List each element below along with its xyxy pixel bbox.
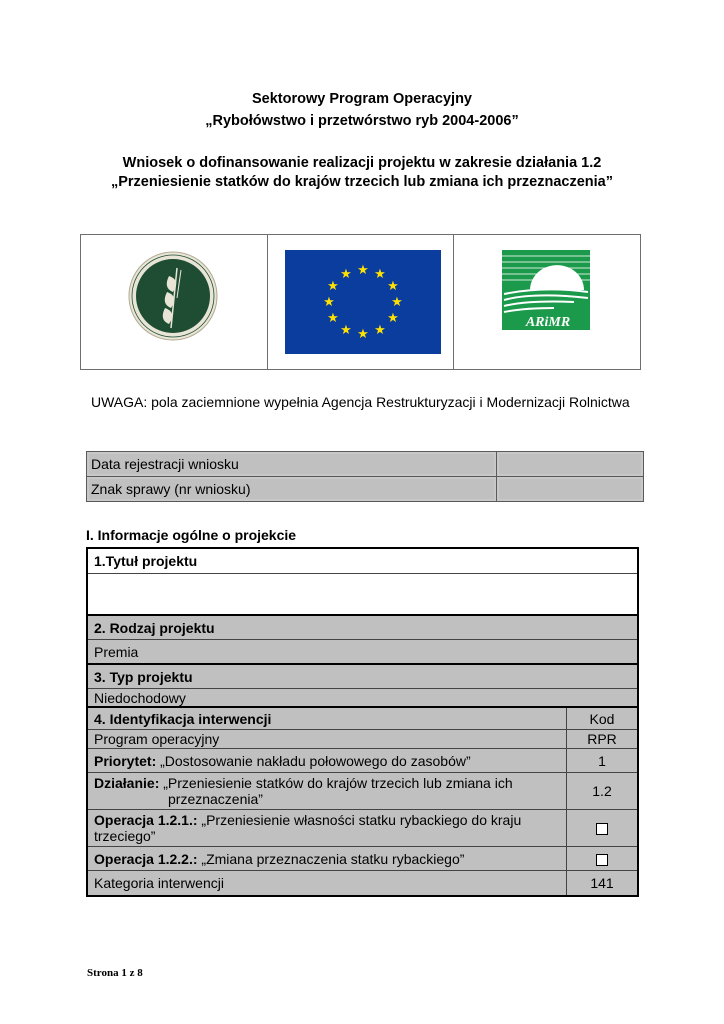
svg-text:★: ★ <box>356 263 369 278</box>
section-title: I. Informacje ogólne o projekcie <box>86 527 297 543</box>
table-row <box>87 847 638 871</box>
project-type-value[interactable]: Premia <box>87 640 638 665</box>
priority-label: Priorytet: „Dostosowanie nakładu połowowego do zasobów” <box>87 749 567 773</box>
eu-flag-icon <box>285 250 441 354</box>
program-title: Sektorowy Program Operacyjny <box>252 91 472 107</box>
table-row <box>87 707 638 730</box>
operation-1-2-1-checkbox[interactable] <box>596 823 608 835</box>
case-number-field[interactable] <box>497 477 644 502</box>
table-row <box>87 773 638 810</box>
category-code: 141 <box>567 871 639 897</box>
operation-1-2-2-checkbox[interactable] <box>596 854 608 866</box>
document-header <box>0 88 724 192</box>
table-row <box>87 574 638 616</box>
intervention-label: 4. Identyfikacja interwencji <box>87 707 567 730</box>
table-row <box>87 452 644 477</box>
svg-text:★: ★ <box>386 279 399 294</box>
svg-text:★: ★ <box>326 311 339 326</box>
page-number: Strona 1 z 8 <box>87 967 143 979</box>
table-row <box>87 615 638 640</box>
table-row <box>87 749 638 773</box>
project-kind-value[interactable]: Niedochodowy <box>87 689 638 708</box>
table-row <box>87 871 638 897</box>
program-label: Program operacyjny <box>87 730 567 749</box>
svg-text:★: ★ <box>339 323 352 338</box>
table-row <box>87 689 638 708</box>
case-number-label: Znak sprawy (nr wniosku) <box>87 477 497 502</box>
logo-cell-ministry <box>81 235 268 369</box>
registration-date-label: Data rejestracji wniosku <box>87 452 497 477</box>
project-kind-label: 3. Typ projektu <box>87 664 638 689</box>
action-label: Działanie: „Przeniesienie statków do krajów trzecich lub zmiana ich przeznaczenia” <box>87 773 567 810</box>
registration-date-field[interactable] <box>497 452 644 477</box>
table-row <box>87 810 638 847</box>
table-row <box>87 640 638 665</box>
svg-text:★: ★ <box>356 327 369 342</box>
arimr-logo-icon <box>502 250 590 330</box>
priority-code: 1 <box>567 749 639 773</box>
operation-1-2-1-label: Operacja 1.2.1.: „Przeniesienie własności statku rybackiego do kraju trzeciego” <box>87 810 567 847</box>
notice-text: UWAGA: pola zaciemnione wypełnia Agencja Restrukturyzacji i Modernizacji Rolnictwa <box>91 394 630 410</box>
category-label: Kategoria interwencji <box>87 871 567 897</box>
svg-text:★: ★ <box>373 267 386 282</box>
table-row <box>87 548 638 574</box>
table-row <box>87 664 638 689</box>
application-subtitle: „Przeniesienie statków do krajów trzecich lub zmiana ich przeznaczenia” <box>110 174 613 190</box>
program-code: RPR <box>567 730 639 749</box>
svg-text:★: ★ <box>326 279 339 294</box>
operation-1-2-2-label: Operacja 1.2.2.: „Zmiana przeznaczenia statku rybackiego” <box>87 847 567 871</box>
application-title: Wniosek o dofinansowanie realizacji projektu w zakresie działania 1.2 <box>122 155 602 171</box>
svg-text:★: ★ <box>373 323 386 338</box>
operation-1-2-2-checkbox-cell <box>567 847 639 871</box>
project-title-label: 1.Tytuł projektu <box>87 548 638 574</box>
logos-table <box>80 234 641 370</box>
svg-text:★: ★ <box>339 267 352 282</box>
svg-text:ARiMR: ARiMR <box>526 315 571 330</box>
registration-table <box>86 451 644 502</box>
logo-cell-eu <box>268 235 455 369</box>
table-row <box>87 477 644 502</box>
program-subtitle: „Rybołówstwo i przetwórstwo ryb 2004-2006” <box>205 113 519 129</box>
project-title-field[interactable] <box>87 574 638 616</box>
project-type-label: 2. Rodzaj projektu <box>87 615 638 640</box>
action-code: 1.2 <box>567 773 639 810</box>
project-info-table <box>86 547 639 897</box>
code-header: Kod <box>567 707 639 730</box>
svg-text:★: ★ <box>322 295 335 310</box>
svg-text:★: ★ <box>386 311 399 326</box>
svg-text:★: ★ <box>390 295 403 310</box>
operation-1-2-1-checkbox-cell <box>567 810 639 847</box>
ministry-logo-icon <box>123 248 223 348</box>
table-row <box>87 730 638 749</box>
logo-cell-arimr <box>454 235 640 369</box>
